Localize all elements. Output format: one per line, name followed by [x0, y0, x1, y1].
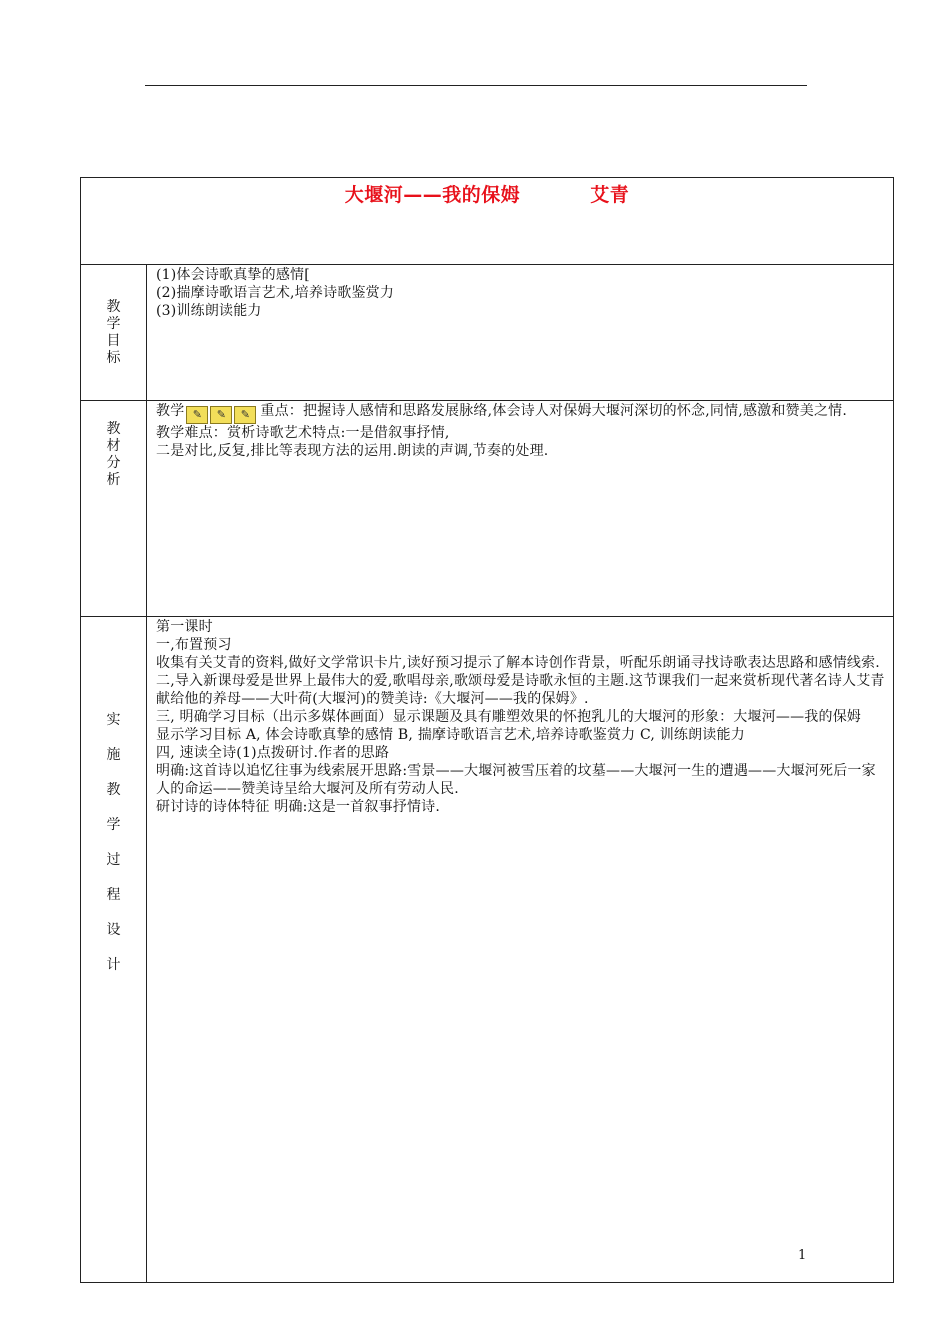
process-label-char: 设: [106, 922, 121, 938]
process-line: 明确:这首诗以追忆往事为线索展开思路:雪景——大堰河被雪压着的坟墓——大堰河一生的遭遇——大堰河死后一家人的命运——赞美诗呈给大堰河及所有劳动人民.: [156, 763, 876, 797]
analysis-prefix: 教学: [156, 403, 185, 419]
page-number: 1: [798, 1248, 807, 1263]
analysis-label-char: 材: [106, 438, 121, 454]
goals-label-char: 教: [106, 298, 121, 315]
process-label-char: 过: [106, 852, 121, 868]
analysis-label-char: 分: [106, 455, 121, 471]
scroll-stamp-icon: ✎: [210, 406, 232, 424]
process-label-char: 教: [106, 782, 121, 798]
process-label-char: 实: [106, 712, 121, 728]
process-label-char: 计: [106, 957, 121, 973]
analysis-difficulty: 教学难点：赏析诗歌艺术特点:一是借叙事抒情,: [156, 425, 450, 441]
title-cell: [81, 178, 894, 265]
poem-author: 艾青: [590, 184, 630, 206]
process-line: 显示学习目标 A, 体会诗歌真挚的感情 B, 揣摩诗歌语言艺术,培养诗歌鉴赏力 C, 训练朗读能力: [156, 727, 745, 743]
process-line: 研讨诗的诗体特征 明确:这是一首叙事抒情诗.: [156, 799, 441, 815]
process-label-char: 程: [106, 887, 121, 903]
lesson-title: [81, 180, 893, 207]
analysis-difficulty-cont: 二是对比,反复,排比等表现方法的运用.朗读的声调,节奏的处理.: [156, 443, 549, 459]
goals-row: [81, 265, 894, 401]
goals-content: [147, 265, 894, 401]
goal-item: (1)体会诗歌真挚的感情[: [156, 267, 310, 283]
analysis-row: [81, 401, 894, 617]
process-line: 收集有关艾青的资料,做好文学常识卡片,读好预习提示了解本诗创作背景，听配乐朗诵寻找诗歌表达思路和感情线索.: [156, 655, 880, 671]
process-line: 第一课时: [156, 619, 213, 635]
header-rule: [145, 85, 807, 86]
process-label-char: 施: [106, 747, 121, 763]
stamp-group: [186, 402, 258, 424]
goals-label-char: 学: [106, 315, 121, 332]
process-row: [81, 617, 894, 1283]
analysis-label-char: 析: [106, 472, 121, 488]
analysis-label: [81, 401, 147, 617]
process-content: [147, 617, 894, 1283]
process-line: 二,导入新课母爱是世界上最伟大的爱,歌唱母亲,歌颂母爱是诗歌永恒的主题.这节课我们一起来赏析现代著名诗人艾青献给他的养母——大叶荷(大堰河)的赞美诗:《大堰河——我的保姆》.: [156, 673, 885, 707]
goals-label-char: 标: [106, 349, 121, 366]
lesson-plan-table: [80, 177, 894, 1283]
process-label-char: 学: [106, 817, 121, 833]
goals-label: [81, 265, 147, 401]
goal-item: (2)揣摩诗歌语言艺术,培养诗歌鉴赏力: [156, 285, 395, 301]
process-line: 三, 明确学习目标（出示多媒体画面）显示课题及具有雕塑效果的怀抱乳儿的大堰河的形象：大堰河——我的保姆: [156, 709, 862, 725]
title-row: [81, 178, 894, 265]
poem-title: 大堰河——我的保姆: [344, 184, 521, 206]
scroll-stamp-icon: ✎: [186, 406, 208, 424]
goals-label-char: 目: [106, 332, 121, 349]
process-line: 一,布置预习: [156, 637, 232, 653]
analysis-content: [147, 401, 894, 617]
goal-item: (3)训练朗读能力: [156, 303, 262, 319]
process-label: [81, 617, 147, 1283]
process-line: 四, 速读全诗(1)点拨研讨.作者的思路: [156, 745, 390, 761]
analysis-key-points: [156, 402, 885, 424]
analysis-label-char: 教: [106, 421, 121, 437]
analysis-focus: 重点：把握诗人感情和思路发展脉络,体会诗人对保姆大堰河深切的怀念,同情,感激和赞美之情.: [260, 403, 848, 419]
scroll-stamp-icon: ✎: [234, 406, 256, 424]
